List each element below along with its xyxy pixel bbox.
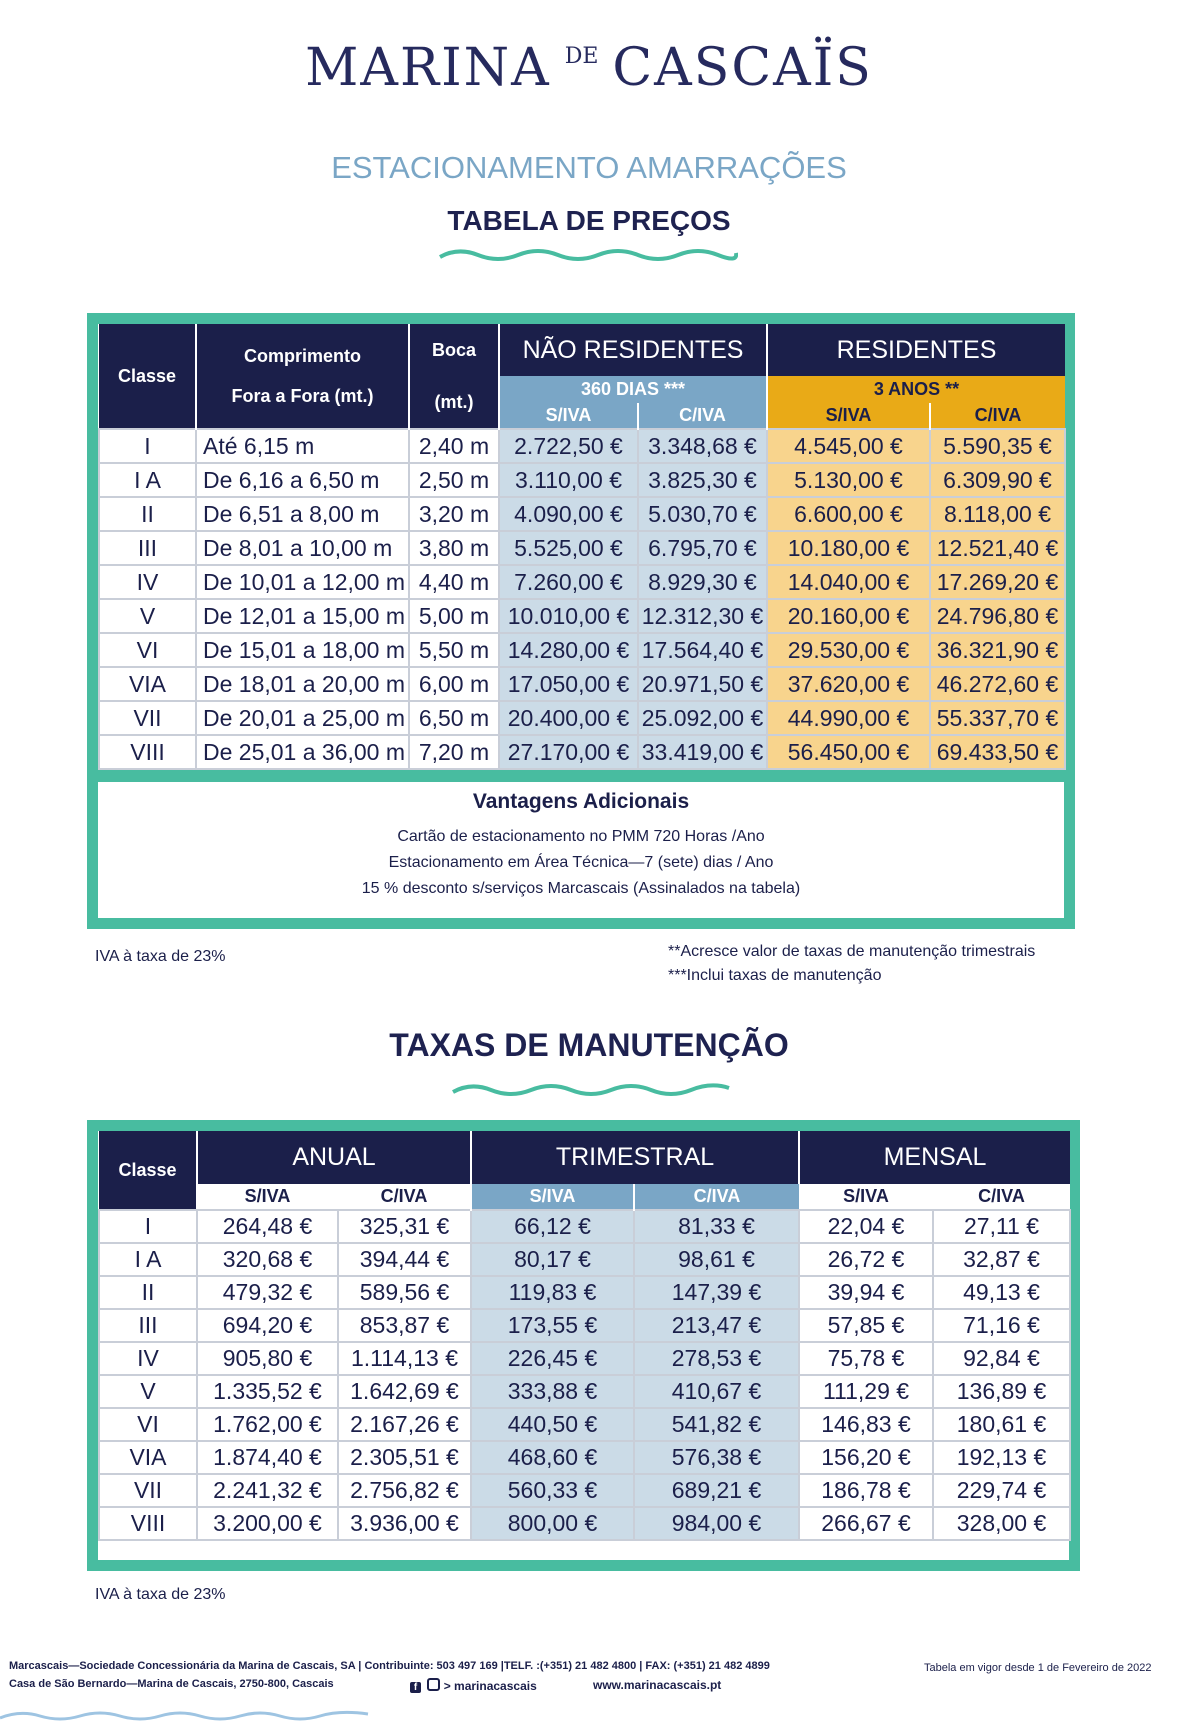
nr-siva-cell: 4.090,00 € [499,497,638,531]
nr-civa-cell: 17.564,40 € [638,633,767,667]
classe-cell: I [99,1210,197,1243]
page-title: ESTACIONAMENTO AMARRAÇÕES [331,150,847,185]
nr-siva-cell: 2.722,50 € [499,429,638,463]
r-siva-cell: 10.180,00 € [767,531,930,565]
header-classe: Classe [99,324,196,429]
mensal-civa-cell: 32,87 € [933,1243,1070,1276]
header-nao-residentes: NÃO RESIDENTES [499,324,767,376]
r-civa-cell: 24.796,80 € [930,599,1065,633]
trim-siva-cell: 173,55 € [471,1309,634,1342]
table-row [99,1375,1070,1408]
table-row [99,1507,1070,1540]
instagram-icon[interactable] [427,1678,440,1691]
table-row [99,1342,1070,1375]
mensal-civa-cell: 27,11 € [933,1210,1070,1243]
anual-siva-cell: 694,20 € [197,1309,338,1342]
mensal-civa-cell: 229,74 € [933,1474,1070,1507]
classe-cell: I A [99,463,196,497]
r-civa-cell: 46.272,60 € [930,667,1065,701]
boca-cell: 2,40 m [409,429,499,463]
r-siva-cell: 6.600,00 € [767,497,930,531]
mensal-siva-cell: 39,94 € [799,1276,933,1309]
classe-cell: VII [99,1474,197,1507]
comprimento-cell: De 8,01 a 10,00 m [196,531,409,565]
vantagens-title: Vantagens Adicionais [472,790,690,813]
anual-siva-cell: 2.241,32 € [197,1474,338,1507]
header-mensal: MENSAL [799,1131,1070,1184]
footer-company: Marcascais—Sociedade Concessionária da Marina de Cascais, SA | Contribuinte: 503 497 169 |TELF. :(+351) 21 482 4800 | FAX: (+351) 21 482 4899 [9,1660,770,1672]
table-row [99,1276,1070,1309]
trim-civa-cell: 576,38 € [634,1441,799,1474]
classe-cell: VII [99,701,196,735]
r-civa-cell: 69.433,50 € [930,735,1065,769]
comprimento-cell: De 18,01 a 20,00 m [196,667,409,701]
trim-civa-cell: 81,33 € [634,1210,799,1243]
table-row [99,565,1065,599]
mensal-siva-cell: 26,72 € [799,1243,933,1276]
nr-siva-cell: 20.400,00 € [499,701,638,735]
header-classe: Classe [99,1131,197,1210]
vantagem-line: 15 % desconto s/serviços Marcascais (Assinalados na tabela) [361,880,801,897]
nr-civa-cell: 5.030,70 € [638,497,767,531]
table-row [99,735,1065,769]
nr-siva-cell: 5.525,00 € [499,531,638,565]
footer-address: Casa de São Bernardo—Marina de Cascais, 2750-800, Cascais [9,1678,334,1690]
header-civa: C/IVA [634,1184,799,1210]
classe-cell: III [99,1309,197,1342]
trim-civa-cell: 98,61 € [634,1243,799,1276]
r-civa-cell: 36.321,90 € [930,633,1065,667]
header-civa: C/IVA [930,403,1065,429]
classe-cell: VIII [99,735,196,769]
classe-cell: VIII [99,1507,197,1540]
facebook-icon[interactable]: f [410,1682,421,1693]
nr-siva-cell: 7.260,00 € [499,565,638,599]
mensal-civa-cell: 328,00 € [933,1507,1070,1540]
anual-siva-cell: 264,48 € [197,1210,338,1243]
r-siva-cell: 37.620,00 € [767,667,930,701]
trim-civa-cell: 278,53 € [634,1342,799,1375]
acresce-note: **Acresce valor de taxas de manutenção trimestrais [668,943,1036,960]
trim-civa-cell: 984,00 € [634,1507,799,1540]
classe-cell: V [99,1375,197,1408]
anual-siva-cell: 479,32 € [197,1276,338,1309]
table-row [99,1474,1070,1507]
nr-civa-cell: 20.971,50 € [638,667,767,701]
anual-siva-cell: 1.335,52 € [197,1375,338,1408]
marina-logo: MARINA DE CASCAÏS [305,38,873,98]
r-siva-cell: 56.450,00 € [767,735,930,769]
nr-siva-cell: 17.050,00 € [499,667,638,701]
boca-cell: 6,00 m [409,667,499,701]
anual-civa-cell: 3.936,00 € [338,1507,471,1540]
trim-siva-cell: 226,45 € [471,1342,634,1375]
trim-siva-cell: 333,88 € [471,1375,634,1408]
table-row [99,1441,1070,1474]
table-row [99,497,1065,531]
table-row [99,429,1065,463]
nr-civa-cell: 33.419,00 € [638,735,767,769]
mensal-siva-cell: 146,83 € [799,1408,933,1441]
trim-siva-cell: 560,33 € [471,1474,634,1507]
maintenance-table-frame [87,1120,1080,1571]
trim-siva-cell: 66,12 € [471,1210,634,1243]
header-360-dias: 360 DIAS *** [499,376,767,403]
header-comprimento: Comprimento Fora a Fora (mt.) [196,324,409,429]
comprimento-cell: De 20,01 a 25,00 m [196,701,409,735]
comprimento-cell: Até 6,15 m [196,429,409,463]
table-row [99,1210,1070,1243]
classe-cell: I [99,429,196,463]
wave-icon [451,1080,731,1100]
trim-siva-cell: 800,00 € [471,1507,634,1540]
trim-civa-cell: 689,21 € [634,1474,799,1507]
comprimento-cell: De 10,01 a 12,00 m [196,565,409,599]
header-siva: S/IVA [799,1184,933,1210]
mensal-civa-cell: 71,16 € [933,1309,1070,1342]
nr-siva-cell: 10.010,00 € [499,599,638,633]
anual-siva-cell: 1.762,00 € [197,1408,338,1441]
mensal-civa-cell: 136,89 € [933,1375,1070,1408]
classe-cell: VI [99,1408,197,1441]
boca-cell: 3,80 m [409,531,499,565]
r-civa-cell: 5.590,35 € [930,429,1065,463]
header-boca: Boca (mt.) [409,324,499,429]
header-residentes: RESIDENTES [767,324,1065,376]
boca-cell: 6,50 m [409,701,499,735]
nr-siva-cell: 3.110,00 € [499,463,638,497]
inclui-note: ***Inclui taxas de manutenção [668,967,882,984]
header-siva: S/IVA [499,403,638,429]
boca-cell: 5,50 m [409,633,499,667]
comprimento-cell: De 15,01 a 18,00 m [196,633,409,667]
header-trimestral: TRIMESTRAL [471,1131,799,1184]
anual-civa-cell: 2.756,82 € [338,1474,471,1507]
nr-civa-cell: 3.348,68 € [638,429,767,463]
r-siva-cell: 5.130,00 € [767,463,930,497]
r-siva-cell: 44.990,00 € [767,701,930,735]
header-civa: C/IVA [338,1184,471,1210]
anual-civa-cell: 2.305,51 € [338,1441,471,1474]
anual-civa-cell: 325,31 € [338,1210,471,1243]
footer-social[interactable]: f > marinacascais [410,1678,537,1693]
mensal-siva-cell: 75,78 € [799,1342,933,1375]
header-civa: C/IVA [638,403,767,429]
comprimento-cell: De 12,01 a 15,00 m [196,599,409,633]
anual-civa-cell: 1.114,13 € [338,1342,471,1375]
nr-civa-cell: 12.312,30 € [638,599,767,633]
classe-cell: VIA [99,1441,197,1474]
mensal-siva-cell: 22,04 € [799,1210,933,1243]
header-3-anos: 3 ANOS ** [767,376,1065,403]
price-table-frame [87,313,1075,929]
classe-cell: IV [99,1342,197,1375]
anual-civa-cell: 2.167,26 € [338,1408,471,1441]
boca-cell: 4,40 m [409,565,499,599]
nr-siva-cell: 14.280,00 € [499,633,638,667]
classe-cell: V [99,599,196,633]
anual-siva-cell: 905,80 € [197,1342,338,1375]
trim-siva-cell: 119,83 € [471,1276,634,1309]
r-civa-cell: 8.118,00 € [930,497,1065,531]
section-title: TAXAS DE MANUTENÇÃO [389,1027,789,1063]
boca-cell: 7,20 m [409,735,499,769]
classe-cell: I A [99,1243,197,1276]
mensal-siva-cell: 57,85 € [799,1309,933,1342]
mensal-siva-cell: 111,29 € [799,1375,933,1408]
anual-siva-cell: 1.874,40 € [197,1441,338,1474]
r-civa-cell: 55.337,70 € [930,701,1065,735]
header-civa: C/IVA [933,1184,1070,1210]
mensal-civa-cell: 49,13 € [933,1276,1070,1309]
boca-cell: 5,00 m [409,599,499,633]
anual-civa-cell: 589,56 € [338,1276,471,1309]
table-row [99,667,1065,701]
footer-vigor: Tabela em vigor desde 1 de Fevereiro de 2022 [924,1662,1152,1674]
nr-civa-cell: 6.795,70 € [638,531,767,565]
trim-civa-cell: 410,67 € [634,1375,799,1408]
header-siva: S/IVA [471,1184,634,1210]
r-civa-cell: 6.309,90 € [930,463,1065,497]
trim-siva-cell: 468,60 € [471,1441,634,1474]
table-row [99,463,1065,497]
table-row [99,633,1065,667]
vantagem-line: Estacionamento em Área Técnica—7 (sete) dias / Ano [388,854,774,871]
header-siva: S/IVA [767,403,930,429]
comprimento-cell: De 25,01 a 36,00 m [196,735,409,769]
wave-icon [0,1706,370,1726]
price-table [98,324,1066,770]
wave-icon [438,245,738,265]
table-row [99,599,1065,633]
table-row [99,1408,1070,1441]
iva-note: IVA à taxa de 23% [95,948,226,965]
anual-siva-cell: 320,68 € [197,1243,338,1276]
trim-civa-cell: 147,39 € [634,1276,799,1309]
vantagens-box [98,790,1064,902]
iva-note: IVA à taxa de 23% [95,1586,226,1603]
nr-civa-cell: 3.825,30 € [638,463,767,497]
r-siva-cell: 14.040,00 € [767,565,930,599]
classe-cell: II [99,1276,197,1309]
table-row [99,1243,1070,1276]
header-siva: S/IVA [197,1184,338,1210]
r-siva-cell: 20.160,00 € [767,599,930,633]
trim-civa-cell: 213,47 € [634,1309,799,1342]
anual-civa-cell: 853,87 € [338,1309,471,1342]
trim-siva-cell: 80,17 € [471,1243,634,1276]
table-row [99,531,1065,565]
trim-siva-cell: 440,50 € [471,1408,634,1441]
classe-cell: II [99,497,196,531]
r-civa-cell: 17.269,20 € [930,565,1065,599]
table-row [99,1309,1070,1342]
boca-cell: 2,50 m [409,463,499,497]
anual-civa-cell: 1.642,69 € [338,1375,471,1408]
classe-cell: VI [99,633,196,667]
nr-siva-cell: 27.170,00 € [499,735,638,769]
nr-civa-cell: 25.092,00 € [638,701,767,735]
header-anual: ANUAL [197,1131,471,1184]
vantagem-line: Cartão de estacionamento no PMM 720 Horas /Ano [397,828,765,845]
classe-cell: III [99,531,196,565]
mensal-siva-cell: 156,20 € [799,1441,933,1474]
comprimento-cell: De 6,51 a 8,00 m [196,497,409,531]
r-siva-cell: 29.530,00 € [767,633,930,667]
classe-cell: VIA [99,667,196,701]
mensal-civa-cell: 192,13 € [933,1441,1070,1474]
mensal-civa-cell: 180,61 € [933,1408,1070,1441]
nr-civa-cell: 8.929,30 € [638,565,767,599]
anual-siva-cell: 3.200,00 € [197,1507,338,1540]
mensal-civa-cell: 92,84 € [933,1342,1070,1375]
comprimento-cell: De 6,16 a 6,50 m [196,463,409,497]
r-siva-cell: 4.545,00 € [767,429,930,463]
r-civa-cell: 12.521,40 € [930,531,1065,565]
mensal-siva-cell: 186,78 € [799,1474,933,1507]
table-row [99,701,1065,735]
anual-civa-cell: 394,44 € [338,1243,471,1276]
footer-website[interactable]: www.marinacascais.pt [593,1678,722,1692]
classe-cell: IV [99,565,196,599]
boca-cell: 3,20 m [409,497,499,531]
maintenance-table [98,1131,1071,1541]
mensal-siva-cell: 266,67 € [799,1507,933,1540]
page-subtitle: TABELA DE PREÇOS [447,205,731,236]
trim-civa-cell: 541,82 € [634,1408,799,1441]
